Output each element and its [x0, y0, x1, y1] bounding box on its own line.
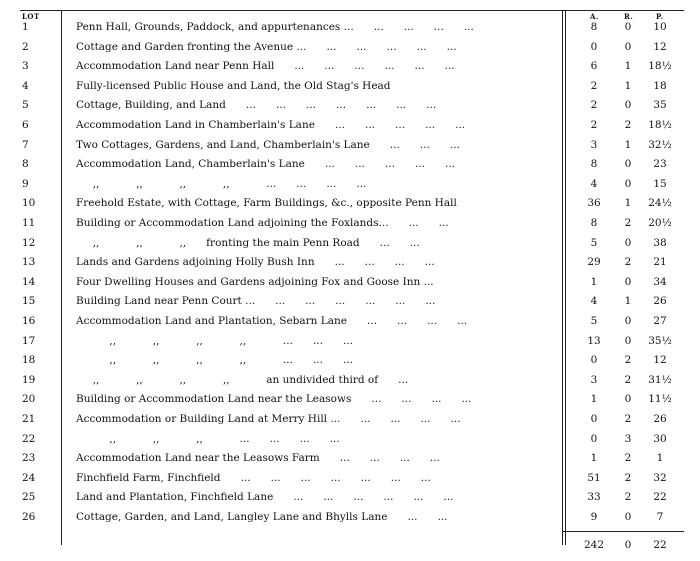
lot-number: 13	[22, 256, 36, 269]
lot-description: Accommodation Land near Penn Hall ... ... ... ... ... ...	[76, 60, 455, 73]
acres-value: 9	[590, 511, 598, 523]
roods-value: 2	[624, 119, 632, 131]
lot-description: Building or Accommodation Land near the Leasows ... ... ... ...	[76, 393, 472, 406]
lot-description: Accommodation or Building Land at Merry Hill ... ... ... ... ...	[76, 413, 461, 425]
lot-description: Finchfield Farm, Finchfield ... ... ... ... ... ... ...	[76, 471, 431, 484]
lot-number: 8	[22, 158, 29, 171]
roods-value: 2	[624, 471, 632, 484]
table-row	[0, 234, 700, 254]
table-row	[0, 194, 700, 214]
lot-description: Penn Hall, Grounds, Paddock, and appurtenances ... ... ... ... ...	[76, 21, 474, 33]
table-row	[0, 332, 700, 352]
acres-value: 5	[590, 236, 598, 249]
perches-value: 26	[653, 295, 667, 308]
roods-value: 0	[624, 40, 632, 53]
table-row	[0, 155, 700, 175]
roods-value: 0	[624, 99, 632, 112]
lot-number: 23	[22, 452, 36, 465]
top-rule	[20, 10, 684, 11]
perches-value: 18½	[648, 60, 672, 73]
lot-number: 20	[22, 393, 36, 406]
roods-value: 1	[624, 79, 632, 92]
acres-value: 1	[590, 452, 598, 465]
lot-number: 4	[22, 79, 29, 92]
roods-value: 1	[624, 295, 632, 308]
perches-value: 7	[656, 511, 664, 523]
lot-number: 25	[22, 491, 36, 504]
lot-description: ,, ,, ,, ,, an undivided third of ...	[76, 373, 409, 386]
roods-value: 0	[624, 177, 632, 190]
table-row	[0, 488, 700, 508]
table-row	[0, 253, 700, 273]
roods-value: 0	[624, 334, 632, 347]
acres-value: 3	[590, 138, 598, 151]
table-row	[0, 96, 700, 116]
perches-value: 26	[653, 413, 667, 425]
lot-number: 17	[22, 334, 36, 347]
lot-description: Four Dwelling Houses and Gardens adjoining Fox and Goose Inn ...	[76, 275, 434, 288]
total-row	[0, 535, 700, 555]
total-rule	[562, 531, 684, 532]
lot-description: Cottage and Garden fronting the Avenue ... ... ... ... ... ...	[76, 40, 457, 53]
perches-value: 27	[653, 315, 667, 327]
total-perches: 22	[653, 539, 667, 551]
header-perches: P.	[656, 12, 664, 21]
acres-value: 2	[590, 99, 598, 112]
table-row	[0, 38, 700, 58]
lot-description: ,, ,, ,, ... ... ... ...	[76, 432, 340, 445]
lot-description: Cottage, Garden, and Land, Langley Lane and Bhylls Lane ... ...	[76, 511, 448, 523]
lot-description: Accommodation Land near the Leasows Farm ... ... ... ...	[76, 452, 440, 465]
roods-value: 2	[624, 491, 632, 504]
acres-value: 8	[590, 158, 598, 171]
table-row	[0, 410, 700, 430]
perches-value: 31½	[648, 373, 672, 386]
lot-number: 21	[22, 413, 36, 425]
roods-value: 3	[624, 432, 632, 445]
table-row	[0, 508, 700, 528]
lot-description: Accommodation Land in Chamberlain's Lane ... ... ... ... ...	[76, 119, 466, 131]
roods-value: 2	[624, 373, 632, 386]
roods-value: 0	[624, 236, 632, 249]
roods-value: 1	[624, 60, 632, 73]
table-row	[0, 449, 700, 469]
lot-number: 24	[22, 471, 36, 484]
lot-number: 15	[22, 295, 36, 308]
total-acres: 242	[583, 539, 605, 551]
perches-value: 32	[653, 471, 667, 484]
lot-number: 3	[22, 60, 29, 73]
acres-value: 6	[590, 60, 598, 73]
perches-value: 30	[653, 432, 667, 445]
table-row	[0, 57, 700, 77]
acres-value: 36	[587, 197, 601, 210]
lot-number: 22	[22, 432, 36, 445]
perches-value: 23	[653, 158, 667, 171]
lot-description: ,, ,, ,, ,, ... ... ...	[76, 354, 354, 367]
roods-value: 0	[624, 315, 632, 327]
lot-number: 12	[22, 236, 36, 249]
perches-value: 21	[653, 256, 667, 269]
acres-value: 8	[590, 21, 598, 33]
perches-value: 22	[653, 491, 667, 504]
perches-value: 12	[653, 354, 667, 367]
table-row	[0, 77, 700, 97]
lot-number: 26	[22, 511, 36, 523]
lot-description: Two Cottages, Gardens, and Land, Chamberlain's Lane ... ... ...	[76, 138, 460, 151]
perches-value: 32½	[648, 138, 672, 151]
acres-value: 0	[590, 354, 598, 367]
lot-description: Land and Plantation, Finchfield Lane ... ... ... ... ... ...	[76, 491, 454, 504]
lot-description: Freehold Estate, with Cottage, Farm Buildings, &c., opposite Penn Hall	[76, 197, 457, 210]
perches-value: 18	[653, 79, 667, 92]
table-row	[0, 371, 700, 391]
lot-description: Accommodation Land and Plantation, Sebarn Lane ... ... ... ...	[76, 315, 468, 327]
perches-value: 12	[653, 40, 667, 53]
acres-value: 4	[590, 177, 598, 190]
total-roods: 0	[624, 539, 632, 551]
lot-description: ,, ,, ,, ,, ... ... ... ...	[76, 177, 367, 190]
roods-value: 0	[624, 511, 632, 523]
roods-value: 2	[624, 413, 632, 425]
table-row	[0, 136, 700, 156]
acres-value: 1	[590, 393, 598, 406]
lot-description: Building Land near Penn Court ... ... ... ... ... ... ...	[76, 295, 436, 308]
lot-number: 2	[22, 40, 29, 53]
roods-value: 2	[624, 256, 632, 269]
lot-description: Lands and Gardens adjoining Holly Bush Inn ... ... ... ...	[76, 256, 435, 269]
perches-value: 20½	[648, 217, 672, 229]
perches-value: 35½	[648, 334, 672, 347]
lot-description: ,, ,, ,, ,, ... ... ...	[76, 334, 354, 347]
acres-value: 0	[590, 413, 598, 425]
acres-value: 0	[590, 432, 598, 445]
perches-value: 10	[653, 21, 667, 33]
roods-value: 0	[624, 158, 632, 171]
acres-value: 5	[590, 315, 598, 327]
acres-value: 13	[587, 334, 601, 347]
perches-value: 34	[653, 275, 667, 288]
table-row	[0, 18, 700, 38]
table-row	[0, 430, 700, 450]
perches-value: 38	[653, 236, 667, 249]
lot-description: Building or Accommodation Land adjoining the Foxlands... ... ...	[76, 217, 449, 229]
lot-description: Fully-licensed Public House and Land, the Old Stag's Head	[76, 79, 391, 92]
table-row	[0, 292, 700, 312]
table-row	[0, 312, 700, 332]
table-row	[0, 390, 700, 410]
table-row	[0, 175, 700, 195]
perches-value: 18½	[648, 119, 672, 131]
lot-number: 7	[22, 138, 29, 151]
acres-value: 3	[590, 373, 598, 386]
lot-number: 5	[22, 99, 29, 112]
acres-value: 1	[590, 275, 598, 288]
lot-number: 6	[22, 119, 29, 131]
lot-number: 10	[22, 197, 36, 210]
lot-number: 16	[22, 315, 36, 327]
lot-number: 9	[22, 177, 29, 190]
acres-value: 51	[587, 471, 601, 484]
acres-value: 29	[587, 256, 601, 269]
roods-value: 1	[624, 197, 632, 210]
table-row	[0, 351, 700, 371]
perches-value: 11½	[648, 393, 672, 406]
acres-value: 33	[587, 491, 601, 504]
perches-value: 1	[656, 452, 664, 465]
table-row	[0, 469, 700, 489]
header-acres: A.	[590, 12, 599, 21]
roods-value: 0	[624, 275, 632, 288]
header-lot: LOT	[22, 12, 40, 21]
perches-value: 24½	[648, 197, 672, 210]
roods-value: 2	[624, 354, 632, 367]
roods-value: 0	[624, 21, 632, 33]
perches-value: 35	[653, 99, 667, 112]
lot-description: ,, ,, ,, fronting the main Penn Road ... ...	[76, 236, 420, 249]
acres-value: 0	[590, 40, 598, 53]
acres-value: 8	[590, 217, 598, 229]
roods-value: 2	[624, 452, 632, 465]
acres-value: 2	[590, 79, 598, 92]
lot-number: 18	[22, 354, 36, 367]
table-row	[0, 116, 700, 136]
lot-description: Accommodation Land, Chamberlain's Lane ... ... ... ... ...	[76, 158, 455, 171]
roods-value: 1	[624, 138, 632, 151]
lot-number: 1	[22, 21, 29, 33]
lot-description: Cottage, Building, and Land ... ... ... ... ... ... ...	[76, 99, 437, 112]
acres-value: 4	[590, 295, 598, 308]
table-row	[0, 273, 700, 293]
lot-number: 14	[22, 275, 36, 288]
roods-value: 0	[624, 393, 632, 406]
perches-value: 15	[653, 177, 667, 190]
lot-number: 19	[22, 373, 36, 386]
header-roods: R.	[624, 12, 634, 21]
roods-value: 2	[624, 217, 632, 229]
lot-number: 11	[22, 217, 36, 229]
acres-value: 2	[590, 119, 598, 131]
table-row	[0, 214, 700, 234]
